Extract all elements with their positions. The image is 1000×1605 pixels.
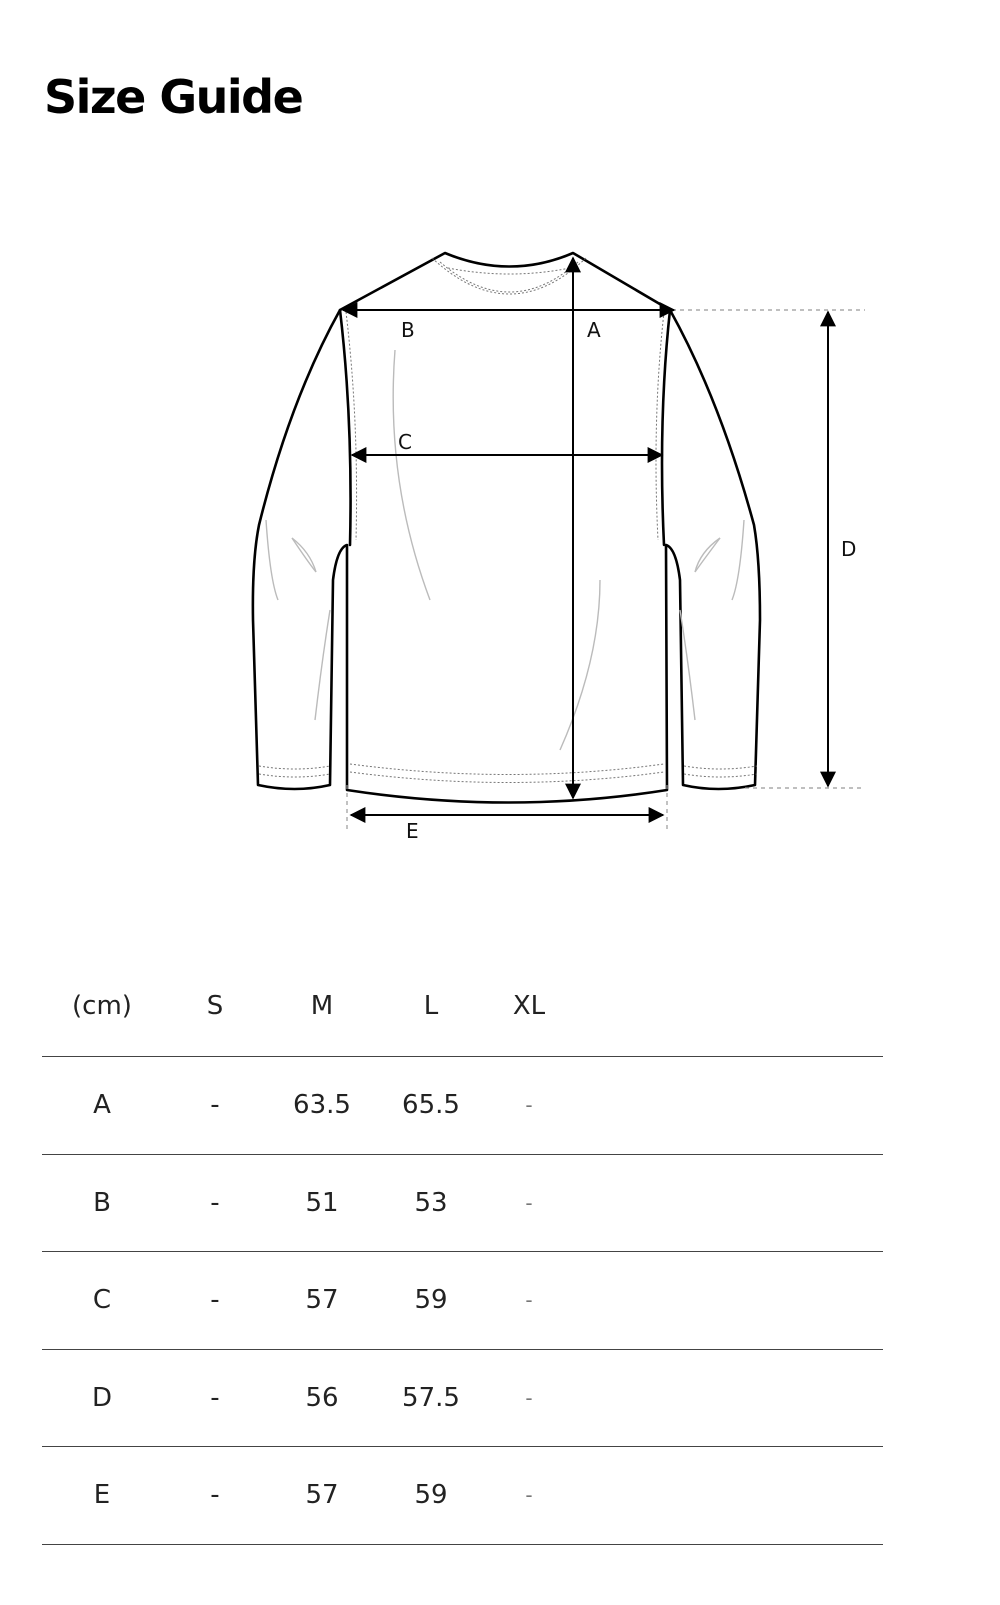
table-cell: - bbox=[162, 1447, 268, 1545]
table-cell: - bbox=[162, 1252, 268, 1350]
size-header: L bbox=[376, 955, 486, 1057]
label-e: E bbox=[406, 819, 419, 843]
table-cell: - bbox=[486, 1447, 572, 1545]
label-a: A bbox=[587, 318, 601, 342]
table-row bbox=[42, 1349, 883, 1447]
spacer-cell bbox=[572, 1447, 883, 1545]
size-table bbox=[42, 955, 883, 1545]
spacer-cell bbox=[572, 1057, 883, 1155]
spacer-cell bbox=[572, 1252, 883, 1350]
guide-lines bbox=[347, 310, 865, 832]
spacer-cell bbox=[572, 1154, 883, 1252]
table-cell: 59 bbox=[376, 1252, 486, 1350]
table-cell: 59 bbox=[376, 1447, 486, 1545]
table-cell: 53 bbox=[376, 1154, 486, 1252]
table-row bbox=[42, 1447, 883, 1545]
table-cell: 65.5 bbox=[376, 1057, 486, 1155]
table-cell: - bbox=[486, 1057, 572, 1155]
row-label: A bbox=[42, 1057, 162, 1155]
table-row bbox=[42, 1252, 883, 1350]
row-label: E bbox=[42, 1447, 162, 1545]
table-cell: - bbox=[486, 1252, 572, 1350]
table-cell: - bbox=[486, 1349, 572, 1447]
table-cell: 57.5 bbox=[376, 1349, 486, 1447]
row-label: D bbox=[42, 1349, 162, 1447]
table-cell: - bbox=[486, 1154, 572, 1252]
measurement-labels bbox=[398, 318, 856, 843]
table-cell: 63.5 bbox=[268, 1057, 376, 1155]
size-header: S bbox=[162, 955, 268, 1057]
size-header: M bbox=[268, 955, 376, 1057]
spacer-cell bbox=[572, 955, 883, 1057]
label-c: C bbox=[398, 430, 412, 454]
garment-diagram bbox=[0, 200, 1000, 900]
table-cell: 57 bbox=[268, 1252, 376, 1350]
sweatshirt-outline bbox=[253, 253, 760, 803]
table-cell: - bbox=[162, 1349, 268, 1447]
unit-header: (cm) bbox=[42, 955, 162, 1057]
page-title: Size Guide bbox=[44, 70, 303, 124]
table-cell: 56 bbox=[268, 1349, 376, 1447]
table-cell: 57 bbox=[268, 1447, 376, 1545]
spacer-cell bbox=[572, 1349, 883, 1447]
row-label: B bbox=[42, 1154, 162, 1252]
row-label: C bbox=[42, 1252, 162, 1350]
table-cell: - bbox=[162, 1154, 268, 1252]
label-b: B bbox=[401, 318, 415, 342]
table-cell: 51 bbox=[268, 1154, 376, 1252]
table-cell: - bbox=[162, 1057, 268, 1155]
size-header: XL bbox=[486, 955, 572, 1057]
table-row bbox=[42, 1154, 883, 1252]
label-d: D bbox=[841, 537, 857, 561]
table-header-row bbox=[42, 955, 883, 1057]
table-row bbox=[42, 1057, 883, 1155]
